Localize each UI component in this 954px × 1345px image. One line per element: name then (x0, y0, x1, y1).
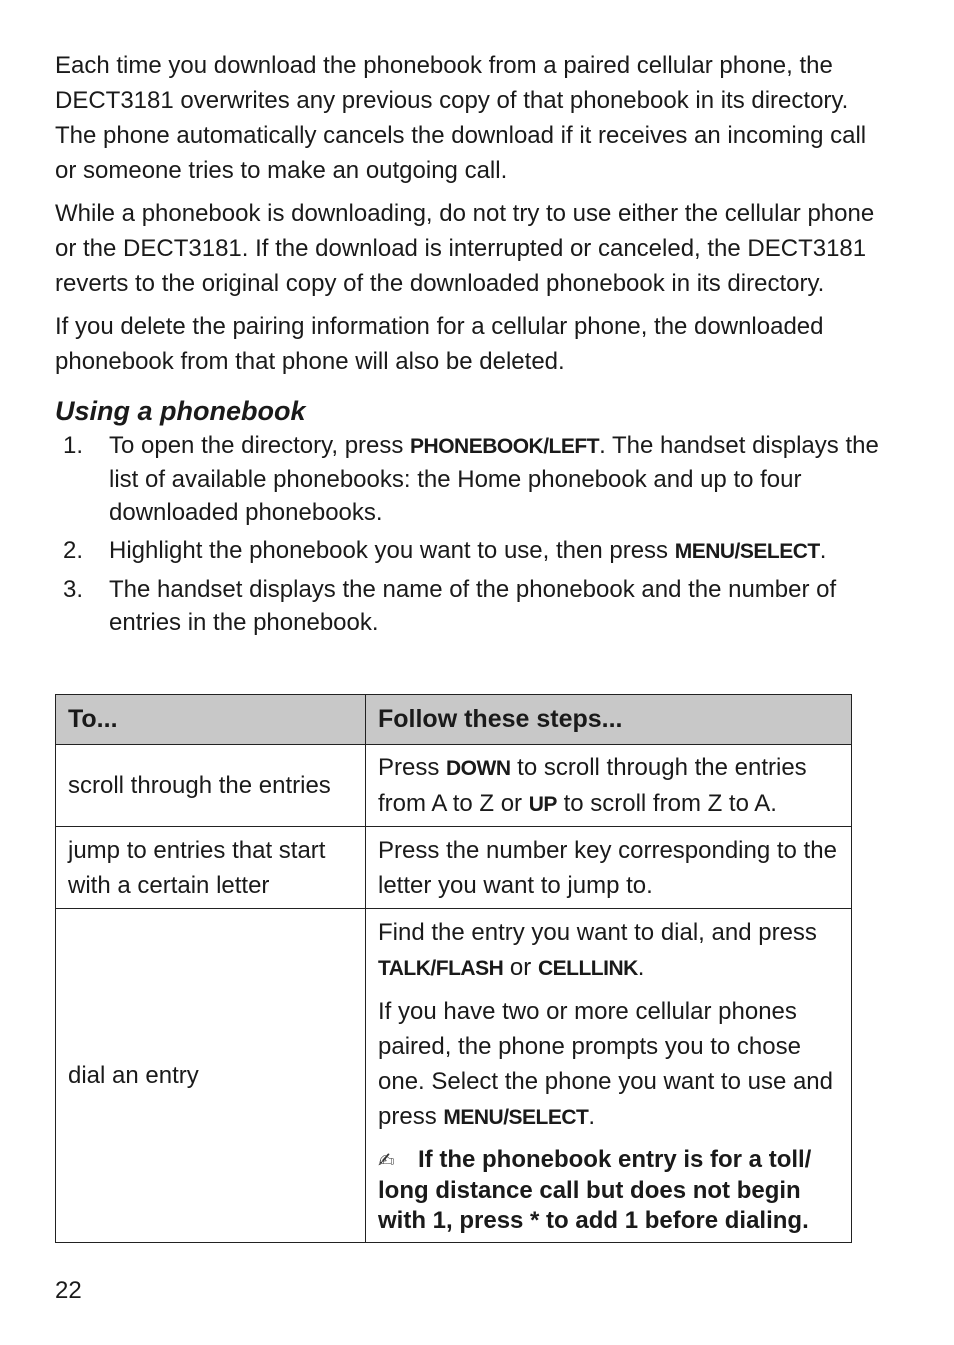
step-number: 3. (63, 576, 84, 603)
step-text: Highlight the phonebook you want to use, then press (109, 537, 675, 564)
cell-action: dial an entry (56, 909, 366, 1243)
key-label: MENU/SELECT (443, 1106, 589, 1129)
note-text: If the phonebook entry is for a toll/ long distance call but does not begin with 1, press * to add 1 before dialing. (378, 1146, 812, 1234)
cell-action: scroll through the entries (56, 745, 366, 827)
dial-instruction (378, 915, 839, 986)
cell-text: to scroll through the entries from A to Z or (378, 753, 807, 817)
cell-steps (366, 745, 852, 827)
instructions-table (55, 694, 852, 1243)
list-item (55, 534, 885, 568)
key-label: DOWN (446, 756, 511, 780)
header-steps: Follow these steps... (366, 695, 852, 745)
cell-action: jump to entries that start with a certain letter (56, 827, 366, 909)
paragraph-delete-pairing: If you delete the pairing information for a cellular phone, the downloaded phonebook from that phone will also be deleted. (55, 313, 824, 375)
cell-steps: Press the number key corresponding to the letter you want to jump to. (366, 827, 852, 909)
note-pencil-icon: ✍ (378, 1150, 395, 1172)
cell-steps (366, 909, 852, 1243)
steps-list (55, 429, 885, 639)
cell-text: . (588, 1103, 596, 1130)
cell-text: Press (378, 753, 447, 781)
table-row (56, 745, 852, 827)
cell-text: Find the entry you want to dial, and press (378, 919, 817, 946)
key-label: CELLLINK (537, 957, 638, 980)
step-number: 1. (63, 432, 84, 459)
step-text: To open the directory, press (109, 432, 411, 459)
paragraph-download-warning: While a phonebook is downloading, do not try to use either the cellular phone or the DECT3181. If the download is interrupted or canceled, the DECT3181 reverts to the original copy of the downloaded phonebook in its directory. (55, 200, 875, 297)
page-number: 22 (55, 1277, 82, 1304)
section-title: Using a phonebook (55, 396, 306, 426)
cell-text: to scroll from Z to A. (556, 789, 777, 817)
step-text: . The handset displays the list of available phonebooks: the Home phonebook and up to four downloaded phonebooks. (109, 432, 879, 526)
cell-text: or (503, 954, 538, 981)
step-text: . (819, 537, 827, 564)
cell-text: If you have two or more cellular phones paired, the phone prompts you to chose one. Select the phone you want to use and press (378, 998, 834, 1130)
key-label: PHONEBOOK/LEFT (410, 435, 600, 458)
multi-phone-instruction (378, 994, 839, 1135)
step-text: The handset displays the name of the phonebook and the number of entries in the phonebook. (109, 576, 837, 636)
cell-text: . (637, 954, 645, 981)
toll-call-note (378, 1145, 839, 1236)
key-label: MENU/SELECT (674, 540, 820, 563)
list-item (55, 573, 885, 639)
table-header-row (56, 695, 852, 745)
key-label: TALK/FLASH (378, 957, 504, 980)
page-body (55, 48, 885, 644)
step-number: 2. (63, 537, 84, 564)
header-to: To... (56, 695, 366, 745)
table-row (56, 827, 852, 909)
list-item (55, 429, 885, 529)
key-label: UP (528, 792, 557, 816)
paragraph-download-overwrite: Each time you download the phonebook from a paired cellular phone, the DECT3181 overwrites any previous copy of that phonebook in its directory. The phone automatically cancels the download if it receives an incoming call or someone tries to make an outgoing call. (55, 52, 867, 184)
table-row (56, 909, 852, 1243)
